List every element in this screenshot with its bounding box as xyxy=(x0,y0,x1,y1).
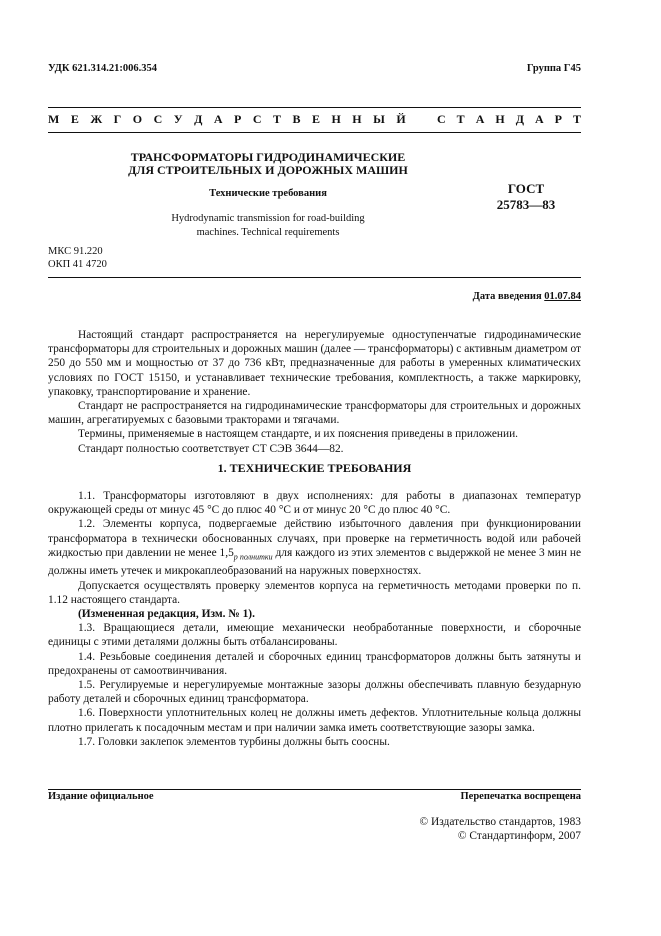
group-code: Группа Г45 xyxy=(526,63,581,74)
section-heading: 1. ТЕХНИЧЕСКИЕ ТРЕБОВАНИЯ xyxy=(217,461,412,475)
banner-word-interstate-letter: Й xyxy=(396,112,406,126)
banner-word-interstate-letter: М xyxy=(48,112,60,126)
gost-number: 25783—83 xyxy=(496,197,556,212)
banner-word-interstate-letter: У xyxy=(173,112,183,126)
banner-word-interstate-letter: Н xyxy=(331,112,341,126)
banner-top-rule xyxy=(48,107,581,108)
banner-word-standard-letter: С xyxy=(437,112,446,126)
banner-word-interstate-letter: Ы xyxy=(373,112,385,126)
amendment-note: (Измененная редакция, Изм. № 1). xyxy=(78,607,255,620)
banner-word-interstate-letter: С xyxy=(153,112,163,126)
copyright-standartinform: © Стандартинформ, 2007 xyxy=(457,830,581,842)
banner-word-interstate-letter: Е xyxy=(70,112,79,126)
codes-rule xyxy=(48,277,581,278)
footer-rule xyxy=(48,789,581,790)
document-subtitle: Технические требования xyxy=(209,188,327,199)
clause-1-2-part-a: 1.2. Элементы корпуса, подвергаемые действию избыточного давления при функционировании трансформатора в технически обоснованных случаях, при проверке на герметичность водой или рабочей жидкостью при давлении не менее 1,5 xyxy=(48,518,581,559)
gost-designation xyxy=(470,181,582,213)
copyright-block xyxy=(420,815,581,843)
intro-paragraph-cmea: Стандарт полностью соответствует СТ СЭВ 3644—82. xyxy=(78,442,344,455)
banner-word-interstate xyxy=(48,112,406,127)
classification-codes xyxy=(48,245,107,271)
introduction-date-label: Дата введения xyxy=(472,291,542,302)
banner-word-standard-letter: А xyxy=(475,112,485,126)
banner-word-interstate-letter: В xyxy=(292,112,301,126)
banner-word-standard-letter: Р xyxy=(554,112,562,126)
clause-1-2 xyxy=(48,517,581,578)
english-title-line-2: machines. Technical requirements xyxy=(196,226,340,238)
clause-1-2-part-b: для каждого из этих элементов с выдержкой не менее 3 мин не должны иметь утечек и микрокаплеобразований на наружных поверхностях. xyxy=(48,546,582,578)
banner-word-interstate-letter: С xyxy=(252,112,262,126)
reprint-prohibited: Перепечатка воспрещена xyxy=(460,791,581,802)
banner-word-interstate-letter: Р xyxy=(233,112,242,126)
banner-bottom-rule xyxy=(48,132,581,133)
okp-code: ОКП 41 4720 xyxy=(48,259,107,270)
intro-text xyxy=(48,328,581,456)
gost-label: ГОСТ xyxy=(507,181,545,196)
banner-word-interstate-letter: Н xyxy=(352,112,362,126)
banner-word-interstate-letter: А xyxy=(213,112,223,126)
banner-word-standard xyxy=(437,112,581,127)
udk-code: УДК 621.314.21:006.354 xyxy=(48,63,157,74)
clause-1-5: 1.5. Регулируемые и нерегулируемые монтажные зазоры должны обеспечивать плавную безударную работу деталей и сборочных единиц трансформатора. xyxy=(48,678,581,706)
banner-word-interstate-letter: Г xyxy=(113,112,122,126)
banner-word-interstate-letter: О xyxy=(132,112,143,126)
banner-word-standard-letter: А xyxy=(534,112,544,126)
mks-code: МКС 91.220 xyxy=(48,246,103,257)
introduction-date-value: 01.07.84 xyxy=(544,291,581,302)
banner-word-standard-letter: Т xyxy=(456,112,465,126)
title-line-1: ТРАНСФОРМАТОРЫ ГИДРОДИНАМИЧЕСКИЕ xyxy=(130,150,406,164)
clause-1-4: 1.4. Резьбовые соединения деталей и сборочных единиц трансформаторов должны быть затянуты и предохранены от самоотвинчивания. xyxy=(48,650,581,677)
pressure-subscript: р полнитки xyxy=(233,552,273,562)
clause-1-6: 1.6. Поверхности уплотнительных колец не должны иметь дефектов. Уплотнительные кольца должны плотно прилегать к посадочным местам и при наличии замка иметь соответствующие зазоры замка. xyxy=(48,707,581,734)
intro-paragraph-terms: Термины, применяемые в настоящем стандарте, и их пояснения приведены в приложении. xyxy=(78,428,519,441)
banner-word-standard-letter: Н xyxy=(495,112,505,126)
english-title xyxy=(48,212,488,239)
official-edition: Издание официальное xyxy=(48,791,154,802)
banner-word-interstate-letter: Т xyxy=(272,112,281,126)
english-title-line-1: Hydrodynamic transmission for road-building xyxy=(171,213,365,224)
document-title xyxy=(48,151,488,177)
copyright-publisher: © Издательство стандартов, 1983 xyxy=(419,816,581,828)
section-body xyxy=(48,489,581,749)
intro-paragraph-scope: Настоящий стандарт распространяется на нерегулируемые одноступенчатые гидродинамические трансформаторы для строительных и дорожных машин (далее — трансформаторы) с активным диаметром от 250 до 550 мм и мощностью от 37 до 736 кВт, предназначенные для работы в умеренных климатических условиях по ГОСТ 15150, и устанавливает технические требования, комплектность, а также маркировку, упаковку, транспортирование и хранение. xyxy=(48,329,581,398)
banner-word-standard-letter: Т xyxy=(572,112,581,126)
introduction-date xyxy=(473,291,581,302)
clause-1-1: 1.1. Трансформаторы изготовляют в двух исполнениях: для работы в диапазонах температур окружающей среды от минус 45 °С до плюс 40 °С и от минус 20 °С до плюс 40 °С. xyxy=(48,490,581,517)
title-line-2: ДЛЯ СТРОИТЕЛЬНЫХ И ДОРОЖНЫХ МАШИН xyxy=(128,163,408,177)
clause-1-7: 1.7. Головки заклепок элементов турбины должны быть соосны. xyxy=(78,735,390,748)
clause-1-2-permission: Допускается осуществлять проверку элементов корпуса на герметичность методами проверки по п. 1.12 настоящего стандарта. xyxy=(48,579,581,606)
interstate-standard-banner xyxy=(48,112,581,128)
intro-paragraph-exclusion: Стандарт не распространяется на гидродинамические трансформаторы для строительных и дорожных машин, агрегатируемых с базовыми тракторами и тягачами. xyxy=(48,400,581,427)
clause-1-3: 1.3. Вращающиеся детали, имеющие механически необработанные поверхности, и сборочные единицы с этими деталями должны быть отбалансированы. xyxy=(48,622,581,649)
banner-word-interstate-letter: Е xyxy=(311,112,320,126)
banner-word-interstate-letter: Д xyxy=(194,112,203,126)
banner-word-standard-letter: Д xyxy=(515,112,524,126)
banner-word-interstate-letter: Ж xyxy=(90,112,103,126)
